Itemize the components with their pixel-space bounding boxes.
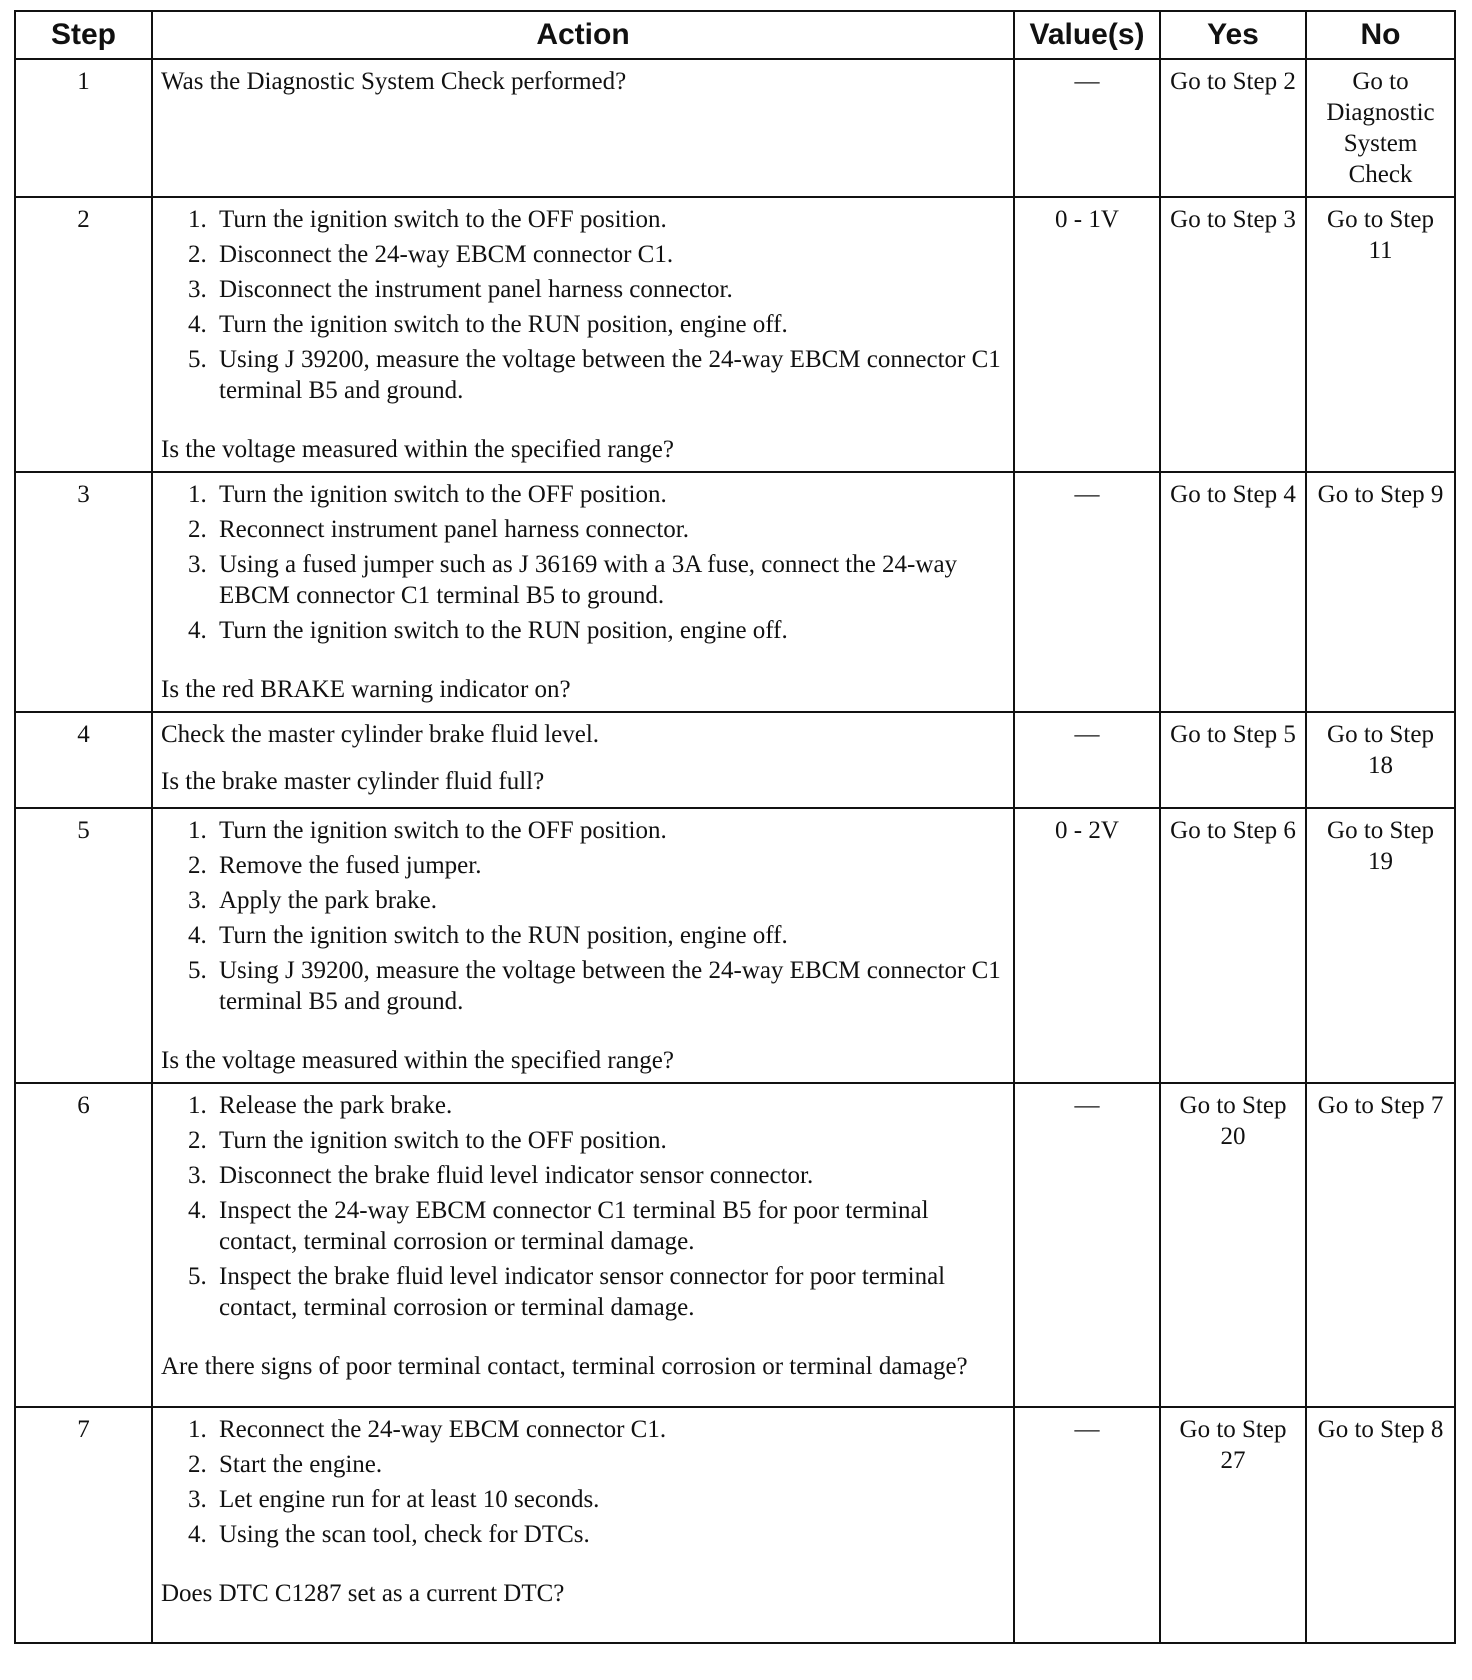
- action-question: Is the red BRAKE warning indicator on?: [161, 676, 571, 703]
- diagnostic-table-page: [14, 10, 1454, 1644]
- no-cell: Go to Step 19: [1306, 808, 1455, 1083]
- no-cell: Go to Step 18: [1306, 712, 1455, 808]
- action-question: Are there signs of poor terminal contact, terminal corrosion or terminal damage?: [161, 1353, 968, 1380]
- no-cell: Go to Step 7: [1306, 1083, 1455, 1407]
- step-number: 4: [15, 712, 152, 808]
- action-intro: Check the master cylinder brake fluid level.: [161, 721, 600, 748]
- action-step-item: 5. Inspect the brake fluid level indicator sensor connector for poor terminal contact, terminal corrosion or terminal damage.: [213, 1261, 1005, 1323]
- action-step-item: 2. Start the engine.: [213, 1449, 1005, 1480]
- value-cell: 0 - 1V: [1014, 197, 1160, 472]
- action-step-item: 4. Turn the ignition switch to the RUN position, engine off.: [213, 309, 1005, 340]
- action-steps-list: [161, 815, 1005, 1017]
- yes-cell: Go to Step 27: [1160, 1407, 1306, 1643]
- action-question: Is the voltage measured within the specified range?: [161, 436, 675, 463]
- action-step-item: 1. Turn the ignition switch to the OFF position.: [213, 815, 1005, 846]
- step-number: 2: [15, 197, 152, 472]
- action-step-item: 4. Turn the ignition switch to the RUN position, engine off.: [213, 920, 1005, 951]
- yes-cell: Go to Step 6: [1160, 808, 1306, 1083]
- header-no: No: [1306, 11, 1455, 59]
- value-cell: —: [1014, 1083, 1160, 1407]
- action-step-item: 1. Turn the ignition switch to the OFF position.: [213, 479, 1005, 510]
- action-step-item: 2. Disconnect the 24-way EBCM connector C1.: [213, 239, 1005, 270]
- action-step-item: 4. Turn the ignition switch to the RUN position, engine off.: [213, 615, 1005, 646]
- diagnostic-table: [14, 10, 1456, 1644]
- step-number: 7: [15, 1407, 152, 1643]
- table-row: [15, 712, 1455, 808]
- action-step-item: 1. Turn the ignition switch to the OFF position.: [213, 204, 1005, 235]
- action-steps-list: [161, 1414, 1005, 1550]
- action-question: Is the voltage measured within the specified range?: [161, 1047, 675, 1074]
- action-step-item: 1. Reconnect the 24-way EBCM connector C1.: [213, 1414, 1005, 1445]
- yes-cell: Go to Step 20: [1160, 1083, 1306, 1407]
- value-cell: —: [1014, 712, 1160, 808]
- value-cell: —: [1014, 472, 1160, 712]
- action-intro: Was the Diagnostic System Check performed?: [161, 68, 627, 95]
- yes-cell: Go to Step 4: [1160, 472, 1306, 712]
- no-cell: Go to Diagnostic System Check: [1306, 59, 1455, 197]
- action-step-item: 2. Turn the ignition switch to the OFF position.: [213, 1125, 1005, 1156]
- table-row: [15, 59, 1455, 197]
- header-step: Step: [15, 11, 152, 59]
- step-number: 6: [15, 1083, 152, 1407]
- action-cell: [152, 472, 1014, 712]
- header-row: [15, 11, 1455, 59]
- action-cell: [152, 808, 1014, 1083]
- yes-cell: Go to Step 5: [1160, 712, 1306, 808]
- action-question: Is the brake master cylinder fluid full?: [161, 768, 545, 795]
- action-question: Does DTC C1287 set as a current DTC?: [161, 1580, 565, 1607]
- no-cell: Go to Step 9: [1306, 472, 1455, 712]
- action-step-item: 3. Disconnect the instrument panel harness connector.: [213, 274, 1005, 305]
- header-action: Action: [152, 11, 1014, 59]
- action-step-item: 2. Remove the fused jumper.: [213, 850, 1005, 881]
- action-step-item: 5. Using J 39200, measure the voltage between the 24-way EBCM connector C1 terminal B5 and ground.: [213, 344, 1005, 406]
- header-yes: Yes: [1160, 11, 1306, 59]
- step-number: 5: [15, 808, 152, 1083]
- no-cell: Go to Step 11: [1306, 197, 1455, 472]
- table-row: [15, 472, 1455, 712]
- action-cell: [152, 712, 1014, 808]
- action-step-item: 3. Apply the park brake.: [213, 885, 1005, 916]
- action-steps-list: [161, 204, 1005, 406]
- action-step-item: 3. Let engine run for at least 10 seconds.: [213, 1484, 1005, 1515]
- action-step-item: 3. Disconnect the brake fluid level indicator sensor connector.: [213, 1160, 1005, 1191]
- action-step-item: 4. Inspect the 24-way EBCM connector C1 terminal B5 for poor terminal contact, terminal corrosion or terminal damage.: [213, 1195, 1005, 1257]
- action-step-item: 3. Using a fused jumper such as J 36169 with a 3A fuse, connect the 24-way EBCM connector C1 terminal B5 to ground.: [213, 549, 1005, 611]
- action-cell: [152, 1083, 1014, 1407]
- action-step-item: 1. Release the park brake.: [213, 1090, 1005, 1121]
- no-cell: Go to Step 8: [1306, 1407, 1455, 1643]
- action-cell: [152, 1407, 1014, 1643]
- action-steps-list: [161, 479, 1005, 646]
- value-cell: 0 - 2V: [1014, 808, 1160, 1083]
- table-row: [15, 1407, 1455, 1643]
- step-number: 1: [15, 59, 152, 197]
- action-cell: [152, 59, 1014, 197]
- action-step-item: 4. Using the scan tool, check for DTCs.: [213, 1519, 1005, 1550]
- action-cell: [152, 197, 1014, 472]
- header-values: Value(s): [1014, 11, 1160, 59]
- action-steps-list: [161, 1090, 1005, 1323]
- table-row: [15, 808, 1455, 1083]
- step-number: 3: [15, 472, 152, 712]
- action-step-item: 5. Using J 39200, measure the voltage between the 24-way EBCM connector C1 terminal B5 and ground.: [213, 955, 1005, 1017]
- table-row: [15, 197, 1455, 472]
- value-cell: —: [1014, 59, 1160, 197]
- yes-cell: Go to Step 3: [1160, 197, 1306, 472]
- yes-cell: Go to Step 2: [1160, 59, 1306, 197]
- action-step-item: 2. Reconnect instrument panel harness connector.: [213, 514, 1005, 545]
- table-row: [15, 1083, 1455, 1407]
- value-cell: —: [1014, 1407, 1160, 1643]
